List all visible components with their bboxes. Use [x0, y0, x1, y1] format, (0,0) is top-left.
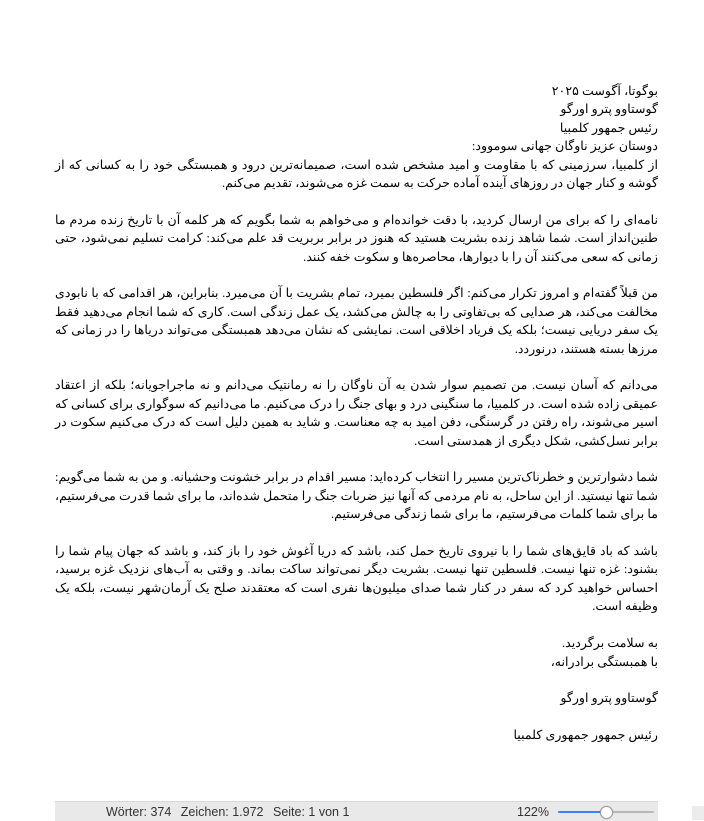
char-count: Zeichen: 1.972	[180, 805, 264, 819]
signature-title: رئیس جمهور جمهوری کلمبیا	[513, 728, 658, 743]
closing-line-1: به سلامت برگردید.	[561, 636, 658, 651]
zoom-slider-thumb[interactable]	[600, 806, 613, 819]
document-stats	[106, 805, 355, 819]
body-paragraph-2: من قبلاً گفته‌ام و امروز تکرار می‌کنم: اگر فلسطین بمیرد، تمام بشریت با آن می‌میرد. بنابراین، هر اقدامی که با نابودی مخالفت می‌کند، هر صدایی که بی‌تفاوتی را به چالش می‌کشد، یک عمل زندگی است. کاری که شما انجام می‌دهید فقط یک سفر دریایی نیست؛ بلکه یک فریاد اخلاقی است. نمایشی که نشان می‌دهد همبستگی می‌تواند دریاها را در زمانی که مرزها بسته هستند، درنوردد.	[55, 286, 658, 356]
body-paragraph-3: می‌دانم که آسان نیست. من تصمیم سوار شدن به آن ناوگان را نه رمانتیک می‌دانم و نه ماجراجویانه؛ بلکه از اعتقاد عمیقی زاده شده است. در کلمبیا، ما سنگینی درد و بهای جنگ را درک می‌کنیم. ما می‌دانیم که سوگواری برای کسانی که اسیر می‌شوند، راه رفتن در گرسنگی، دفن امید به چه معناست. و شاید به همین دلیل است که درک می‌کنیم سکوت در برابر نسل‌کشی، شکل دیگری از همدستی است.	[55, 378, 658, 448]
word-count: Wörter: 374	[106, 805, 172, 819]
status-bar	[55, 801, 658, 821]
page-indicator: Seite: 1 von 1	[272, 805, 350, 819]
zoom-slider-fill	[558, 811, 606, 813]
sender-title: رئیس جمهور کلمبیا	[559, 120, 658, 135]
intro-paragraph: از کلمبیا، سرزمینی که با مقاومت و امید مشخص شده است، صمیمانه‌ترین درود و همبستگی خود را به کسانی که از گوشه و کنار جهان در روزهای آینده آماده حرکت به سمت غزه می‌شوند، تقدیم می‌کنم.	[55, 157, 658, 191]
body-paragraph-5: باشد که باد قایق‌های شما را با نیروی تاریخ حمل کند، باشد که دریا آغوش خود را باز کند، و باشد که جهان پیام شما را بشنود: غزه تنها نیست. فلسطین تنها نیست. بشریت دیگر نمی‌تواند ساکت بماند. و وقتی به آب‌های نزدیک غزه برسید، احساس خواهید کرد که سفر در کنار شما صدای میلیون‌ها نفری است که معتقدند صلح یک آرمان‌شهر نیست، بلکه یک وظیفه است.	[55, 544, 658, 614]
sender-name: گوستاوو پترو اورگو	[560, 102, 658, 117]
closing-line-2: با همبستگی برادرانه،	[550, 654, 658, 669]
zoom-level: 122%	[517, 805, 549, 819]
letter-date: بوگوتا، آگوست ۲۰۲۵	[551, 84, 658, 98]
letter-body[interactable]	[55, 82, 658, 745]
window-edge	[692, 806, 704, 820]
salutation: دوستان عزیز ناوگان جهانی سوموود:	[471, 139, 658, 154]
zoom-slider[interactable]	[558, 811, 654, 813]
body-paragraph-1: نامه‌ای را که برای من ارسال کردید، با دقت خوانده‌ام و می‌خواهم به شما بگویم که هر کلمه آن با تاریخ زنده مردم ما طنین‌انداز است. شما شاهد زنده بشریت هستید که هنوز در برابر بربریت قد علم می‌کند: کرامت تسلیم نمی‌شود، حتی زمانی که سعی می‌کنند آن را با دیوارها، محاصره‌ها و سکوت خفه کنند.	[55, 212, 658, 264]
signature-name: گوستاوو پترو اورگو	[560, 691, 658, 706]
body-paragraph-4: شما دشوارترین و خطرناک‌ترین مسیر را انتخاب کرده‌اید: مسیر اقدام در برابر خشونت وحشیانه. و من به شما می‌گویم: شما تنها نیستید. از این ساحل، به نام مردمی که آنها نیز ضربات جنگ را متحمل شده‌اند، ما برای شما قدرت می‌فرستیم، ما برای شما کلمات می‌فرستیم، ما برای شما زندگی می‌فرستیم.	[55, 470, 658, 522]
